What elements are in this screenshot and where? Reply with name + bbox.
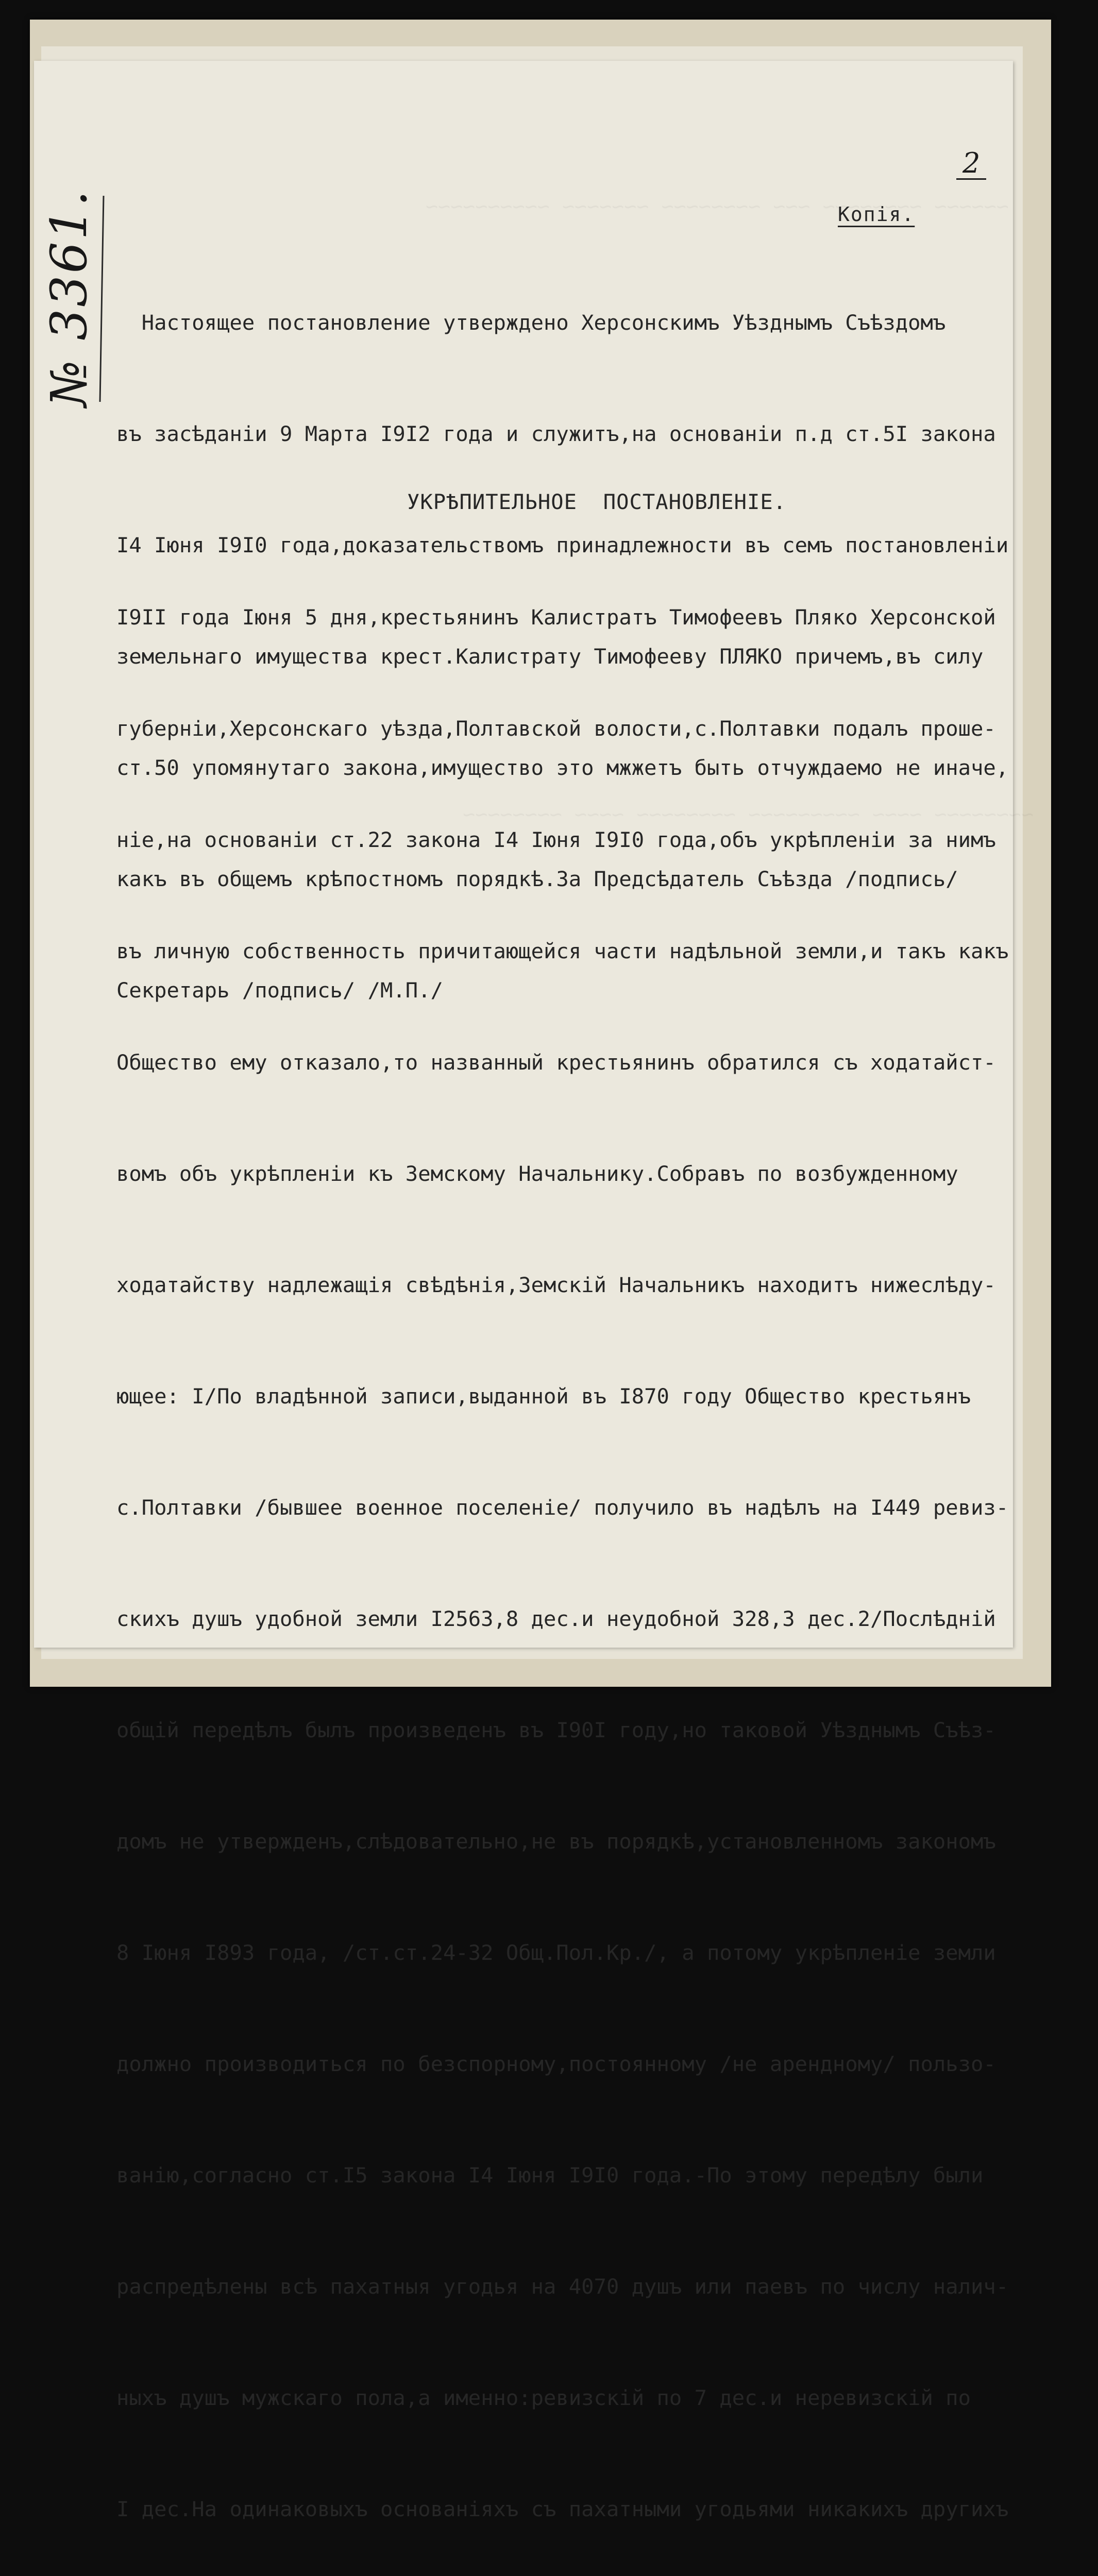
text-line: ніе,на основаніи ст.22 закона I4 Іюня I9I0 года,объ укрѣпленіи за нимъ [116, 827, 996, 852]
text-line: земельнаго имущества крест.Калистрату Тимофееву ПЛЯКО причемъ,въ силу [116, 644, 984, 669]
text-line: скихъ душъ удобной земли I2563,8 дес.и неудобной 328,3 дес.2/Послѣдній [116, 1606, 996, 1631]
text-line: должно производиться по безспорному,постоянному /не арендному/ пользо- [116, 2052, 996, 2076]
text-line: губерніи,Херсонскаго уѣзда,Полтавской волости,с.Полтавки подалъ проше- [116, 716, 996, 741]
text-line: I4 Іюня I9I0 года,доказательствомъ принадлежности въ семъ постановленіи [116, 533, 1009, 557]
text-line: какъ въ общемъ крѣпостномъ порядкѣ.За Предсѣдатель Съѣзда /подпись/ [116, 867, 958, 891]
text-line: ходатайству надлежащія свѣдѣнія,Земскій Начальникъ находитъ нижеслѣду- [116, 1273, 996, 1297]
text-line: ющее: I/По владѣнной записи,выданной въ I870 году Общество крестьянъ [116, 1384, 971, 1409]
text-line: ванію,согласно ст.I5 закона I4 Іюня I9I0 года.-По этому передѣлу были [116, 2163, 984, 2188]
section-title: УКРѢПИТЕЛЬНОЕ ПОСТАНОВЛЕНІЕ. [407, 489, 787, 514]
text-line: Секретарь /подпись/ /М.П./ [116, 978, 443, 1003]
text-line: вомъ объ укрѣпленіи къ Земскому Начальнику.Собравъ по возбужденному [116, 1161, 958, 1186]
copy-heading: Копія. [838, 203, 915, 226]
text-line: распредѣлены всѣ пахатныя угодья на 4070 душъ или паевъ по числу налич- [116, 2274, 1009, 2299]
text-line: Общество ему отказало,то названный крестьянинъ обратился съ ходатайст- [116, 1050, 996, 1075]
text-line: Настоящее постановление утверждено Херсонскимъ Уѣзднымъ Съѣздомъ [116, 310, 946, 335]
body-paragraph [116, 524, 1013, 2576]
text-line: въ засѣданіи 9 Марта I9I2 года и служитъ,на основаніи п.д ст.5I закона [116, 421, 996, 446]
text-line: I9II года Іюня 5 дня,крестьянинъ Калистратъ Тимофеевъ Пляко Херсонской [116, 605, 996, 630]
text-line: въ личную собственность причитающейся части надѣльной земли,и такъ какъ [116, 939, 1009, 963]
text-line: общій передѣлъ былъ произведенъ въ I90I году,но таковой Уѣзднымъ Съѣз- [116, 1718, 996, 1742]
text-line: ст.50 упомянутаго закона,имущество это мжжетъ быть отчуждаемо не иначе, [116, 755, 1009, 780]
text-line: домъ не утвержденъ,слѣдовательно,не въ порядкѣ,установленномъ закономъ [116, 1829, 996, 1854]
text-line: I дес.На одинаковыхъ основаніяхъ съ пахатными угодьями никакихъ другихъ [116, 2497, 1009, 2521]
margin-registration-number: № 3361. [40, 188, 98, 407]
text-line: с.Полтавки /бывшее военное поселеніе/ получило въ надѣлъ на I449 ревиз- [116, 1495, 1009, 1520]
text-line: ныхъ душъ мужскаго пола,а именно:ревизскій по 7 дес.и неревизскій по [116, 2385, 971, 2410]
text-line: 8 Іюня I893 года, /ст.ст.24-32 Общ.Пол.Кр./, а потому укрѣпленіе земли [116, 1940, 996, 1965]
page-number: 2 [956, 148, 986, 180]
